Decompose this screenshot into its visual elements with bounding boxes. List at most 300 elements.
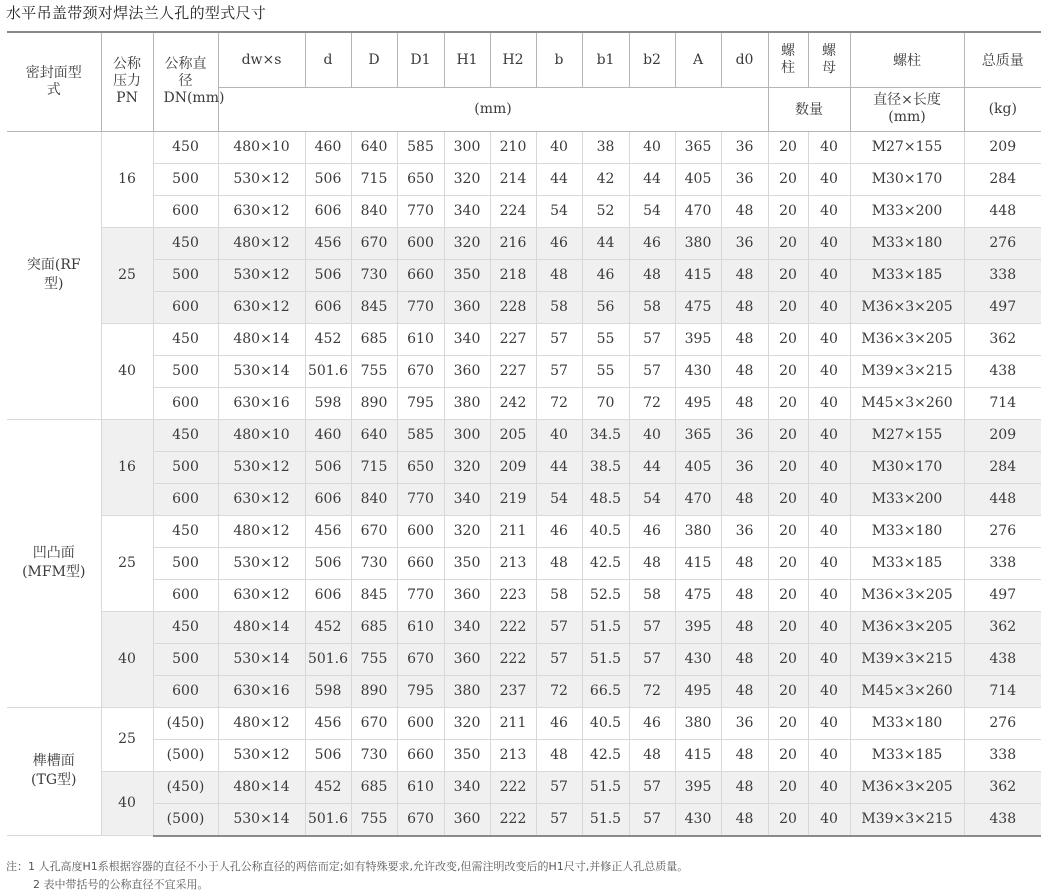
cell-b: 57	[536, 355, 582, 387]
cell-H2: 216	[490, 227, 536, 259]
pressure-cell: 40	[101, 611, 153, 707]
cell-d: 506	[305, 547, 351, 579]
cell-n1: 20	[768, 611, 808, 643]
cell-H2: 222	[490, 771, 536, 803]
cell-H1: 360	[444, 355, 490, 387]
cell-A: 395	[675, 771, 721, 803]
cell-D1: 610	[397, 323, 444, 355]
cell-dwxs: 630×12	[218, 291, 305, 323]
cell-b1: 51.5	[582, 771, 629, 803]
cell-b1: 70	[582, 387, 629, 419]
cell-b: 57	[536, 771, 582, 803]
cell-A: 475	[675, 291, 721, 323]
cell-mass: 284	[964, 163, 1041, 195]
cell-d0: 36	[721, 451, 768, 483]
cell-mass: 438	[964, 803, 1041, 836]
cell-n1: 20	[768, 259, 808, 291]
cell-b1: 52.5	[582, 579, 629, 611]
cell-mass: 338	[964, 547, 1041, 579]
cell-bolt: M33×185	[850, 739, 964, 771]
cell-dn: 450	[153, 419, 218, 451]
cell-H2: 219	[490, 483, 536, 515]
cell-b: 54	[536, 483, 582, 515]
cell-dwxs: 630×16	[218, 675, 305, 707]
cell-D1: 670	[397, 803, 444, 836]
cell-D: 840	[351, 483, 397, 515]
cell-H1: 320	[444, 707, 490, 739]
cell-H1: 350	[444, 259, 490, 291]
cell-d: 456	[305, 707, 351, 739]
header-H2: H2	[490, 32, 536, 87]
cell-n2: 40	[808, 771, 850, 803]
cell-H2: 210	[490, 131, 536, 163]
cell-b1: 42	[582, 163, 629, 195]
cell-dwxs: 530×12	[218, 547, 305, 579]
cell-H1: 340	[444, 483, 490, 515]
cell-d0: 36	[721, 227, 768, 259]
cell-b2: 44	[629, 451, 675, 483]
cell-D: 685	[351, 771, 397, 803]
cell-n2: 40	[808, 387, 850, 419]
cell-b2: 48	[629, 547, 675, 579]
cell-dwxs: 480×14	[218, 323, 305, 355]
table-row	[7, 515, 1041, 547]
cell-d0: 36	[721, 419, 768, 451]
cell-A: 415	[675, 547, 721, 579]
cell-b2: 72	[629, 387, 675, 419]
cell-n2: 40	[808, 355, 850, 387]
cell-H2: 227	[490, 355, 536, 387]
cell-bolt: M36×3×205	[850, 771, 964, 803]
cell-A: 365	[675, 419, 721, 451]
cell-n1: 20	[768, 547, 808, 579]
cell-b: 46	[536, 707, 582, 739]
cell-mass: 448	[964, 483, 1041, 515]
cell-bolt: M33×180	[850, 515, 964, 547]
cell-b2: 54	[629, 483, 675, 515]
cell-mass: 362	[964, 771, 1041, 803]
cell-d: 598	[305, 387, 351, 419]
cell-mass: 714	[964, 387, 1041, 419]
header-D1: D1	[397, 32, 444, 87]
cell-n1: 20	[768, 451, 808, 483]
cell-H2: 222	[490, 643, 536, 675]
cell-n1: 20	[768, 579, 808, 611]
cell-D: 670	[351, 227, 397, 259]
cell-D1: 650	[397, 163, 444, 195]
cell-D: 755	[351, 355, 397, 387]
cell-n2: 40	[808, 163, 850, 195]
cell-dwxs: 630×12	[218, 195, 305, 227]
table-row	[7, 707, 1041, 739]
cell-b2: 57	[629, 643, 675, 675]
cell-b1: 56	[582, 291, 629, 323]
cell-D: 670	[351, 707, 397, 739]
cell-d0: 48	[721, 547, 768, 579]
cell-d0: 48	[721, 579, 768, 611]
cell-n2: 40	[808, 291, 850, 323]
cell-D1: 770	[397, 291, 444, 323]
cell-D1: 670	[397, 643, 444, 675]
cell-D1: 660	[397, 739, 444, 771]
cell-bolt: M33×180	[850, 227, 964, 259]
table-row	[7, 451, 1041, 483]
header-stud: 螺柱	[850, 32, 964, 87]
table-row	[7, 611, 1041, 643]
cell-D1: 795	[397, 387, 444, 419]
cell-dn: 500	[153, 451, 218, 483]
cell-b1: 46	[582, 259, 629, 291]
cell-dwxs: 480×14	[218, 611, 305, 643]
cell-b2: 48	[629, 259, 675, 291]
cell-H1: 340	[444, 611, 490, 643]
cell-dn: 600	[153, 579, 218, 611]
cell-b1: 40.5	[582, 707, 629, 739]
cell-dn: 450	[153, 227, 218, 259]
cell-dn: 600	[153, 195, 218, 227]
header-stud-size: 直径×长度(mm)	[850, 87, 964, 131]
cell-b: 48	[536, 547, 582, 579]
cell-dn: (450)	[153, 771, 218, 803]
cell-dwxs: 630×16	[218, 387, 305, 419]
cell-b1: 38	[582, 131, 629, 163]
cell-dn: 500	[153, 163, 218, 195]
cell-H2: 209	[490, 451, 536, 483]
cell-n1: 20	[768, 355, 808, 387]
cell-dn: 500	[153, 547, 218, 579]
cell-d0: 36	[721, 515, 768, 547]
header-dwxs: dw×s	[218, 32, 305, 87]
cell-H1: 350	[444, 739, 490, 771]
cell-dn: 500	[153, 643, 218, 675]
cell-H1: 340	[444, 323, 490, 355]
cell-b2: 46	[629, 227, 675, 259]
cell-A: 365	[675, 131, 721, 163]
cell-n1: 20	[768, 739, 808, 771]
pressure-cell: 40	[101, 323, 153, 419]
cell-n1: 20	[768, 227, 808, 259]
cell-d0: 36	[721, 131, 768, 163]
cell-d: 452	[305, 323, 351, 355]
cell-mass: 438	[964, 643, 1041, 675]
cell-mass: 497	[964, 291, 1041, 323]
cell-bolt: M45×3×260	[850, 387, 964, 419]
notes	[6, 858, 688, 894]
cell-bolt: M33×200	[850, 483, 964, 515]
table-wrapper	[7, 31, 1041, 837]
cell-d0: 36	[721, 163, 768, 195]
cell-d0: 48	[721, 483, 768, 515]
cell-D1: 585	[397, 419, 444, 451]
page-title: 水平吊盖带颈对焊法兰人孔的型式尺寸	[6, 4, 267, 22]
cell-A: 380	[675, 227, 721, 259]
cell-dwxs: 530×14	[218, 803, 305, 836]
cell-d: 506	[305, 451, 351, 483]
table-row	[7, 643, 1041, 675]
cell-b: 48	[536, 739, 582, 771]
header-d: d	[305, 32, 351, 87]
cell-dn: 450	[153, 131, 218, 163]
cell-dwxs: 530×12	[218, 163, 305, 195]
cell-A: 380	[675, 515, 721, 547]
cell-n2: 40	[808, 579, 850, 611]
cell-n1: 20	[768, 163, 808, 195]
cell-dn: 500	[153, 259, 218, 291]
cell-d: 456	[305, 227, 351, 259]
pressure-cell: 16	[101, 419, 153, 515]
cell-mass: 448	[964, 195, 1041, 227]
cell-bolt: M39×3×215	[850, 355, 964, 387]
cell-D: 640	[351, 131, 397, 163]
cell-b2: 58	[629, 291, 675, 323]
cell-b2: 57	[629, 323, 675, 355]
seal-type-label: 凹凸面(MFM型)	[22, 545, 86, 580]
table-row	[7, 227, 1041, 259]
cell-dn: 600	[153, 675, 218, 707]
cell-bolt: M30×170	[850, 163, 964, 195]
cell-dwxs: 530×12	[218, 739, 305, 771]
note-1: 注：1 人孔高度H1系根据容器的直径不小于人孔公称直径的两倍而定;如有特殊要求,允许改变,但需注明改变后的H1尺寸,并修正人孔总质量。	[6, 860, 689, 873]
cell-b1: 38.5	[582, 451, 629, 483]
cell-mass: 438	[964, 355, 1041, 387]
cell-A: 395	[675, 611, 721, 643]
cell-bolt: M36×3×205	[850, 323, 964, 355]
cell-mass: 338	[964, 739, 1041, 771]
cell-D: 890	[351, 387, 397, 419]
cell-b2: 57	[629, 611, 675, 643]
cell-D1: 585	[397, 131, 444, 163]
cell-D1: 650	[397, 451, 444, 483]
cell-n2: 40	[808, 643, 850, 675]
cell-D1: 770	[397, 579, 444, 611]
cell-n1: 20	[768, 195, 808, 227]
cell-d0: 48	[721, 323, 768, 355]
cell-d: 606	[305, 483, 351, 515]
table-row	[7, 419, 1041, 451]
cell-b: 57	[536, 803, 582, 836]
cell-A: 430	[675, 803, 721, 836]
cell-D: 715	[351, 163, 397, 195]
pressure-cell: 16	[101, 131, 153, 227]
cell-b: 57	[536, 643, 582, 675]
cell-H2: 237	[490, 675, 536, 707]
header-D: D	[351, 32, 397, 87]
cell-D: 755	[351, 803, 397, 836]
cell-n2: 40	[808, 675, 850, 707]
cell-mass: 362	[964, 323, 1041, 355]
table-row	[7, 195, 1041, 227]
cell-mass: 276	[964, 515, 1041, 547]
cell-bolt: M30×170	[850, 451, 964, 483]
manhole-dimension-table	[7, 31, 1041, 837]
cell-b2: 48	[629, 739, 675, 771]
header-b: b	[536, 32, 582, 87]
cell-d0: 48	[721, 803, 768, 836]
cell-D1: 600	[397, 707, 444, 739]
cell-D: 670	[351, 515, 397, 547]
seal-type-cell	[7, 419, 101, 707]
seal-type-label: 榫槽面(TG型)	[31, 753, 77, 789]
cell-mass: 276	[964, 707, 1041, 739]
cell-H2: 211	[490, 707, 536, 739]
table-row	[7, 323, 1041, 355]
cell-d: 606	[305, 291, 351, 323]
cell-H1: 320	[444, 227, 490, 259]
cell-mass: 209	[964, 419, 1041, 451]
header-H1: H1	[444, 32, 490, 87]
cell-b2: 57	[629, 803, 675, 836]
cell-H1: 340	[444, 771, 490, 803]
cell-bolt: M45×3×260	[850, 675, 964, 707]
cell-A: 495	[675, 675, 721, 707]
cell-H2: 213	[490, 547, 536, 579]
header-b1: b1	[582, 32, 629, 87]
cell-d: 506	[305, 259, 351, 291]
cell-b2: 46	[629, 707, 675, 739]
cell-d0: 48	[721, 739, 768, 771]
cell-dwxs: 530×12	[218, 259, 305, 291]
cell-dn: 450	[153, 611, 218, 643]
cell-dn: 600	[153, 291, 218, 323]
cell-D: 685	[351, 611, 397, 643]
cell-bolt: M39×3×215	[850, 803, 964, 836]
cell-b2: 40	[629, 131, 675, 163]
cell-H1: 300	[444, 419, 490, 451]
cell-d: 606	[305, 195, 351, 227]
cell-mass: 338	[964, 259, 1041, 291]
cell-n2: 40	[808, 707, 850, 739]
cell-b1: 66.5	[582, 675, 629, 707]
cell-mass: 362	[964, 611, 1041, 643]
header-stud-qty: 螺柱	[768, 32, 808, 87]
cell-n1: 20	[768, 387, 808, 419]
table-row	[7, 579, 1041, 611]
cell-d0: 48	[721, 291, 768, 323]
header-nut-qty: 螺母	[808, 32, 850, 87]
table-row	[7, 803, 1041, 836]
cell-H2: 227	[490, 323, 536, 355]
cell-dwxs: 480×14	[218, 771, 305, 803]
cell-D: 890	[351, 675, 397, 707]
cell-b: 57	[536, 323, 582, 355]
cell-n1: 20	[768, 675, 808, 707]
header-unit-kg: (kg)	[964, 87, 1041, 131]
cell-H1: 350	[444, 547, 490, 579]
table-row	[7, 739, 1041, 771]
cell-n2: 40	[808, 259, 850, 291]
cell-d0: 48	[721, 771, 768, 803]
group-rf	[7, 131, 1041, 419]
cell-n1: 20	[768, 131, 808, 163]
cell-H2: 222	[490, 803, 536, 836]
cell-d: 506	[305, 739, 351, 771]
cell-A: 495	[675, 387, 721, 419]
cell-d0: 48	[721, 643, 768, 675]
header-d0: d0	[721, 32, 768, 87]
cell-d: 606	[305, 579, 351, 611]
cell-b: 72	[536, 387, 582, 419]
cell-dn: 600	[153, 387, 218, 419]
cell-n1: 20	[768, 643, 808, 675]
cell-b2: 58	[629, 579, 675, 611]
cell-b: 58	[536, 291, 582, 323]
cell-d0: 48	[721, 195, 768, 227]
cell-d: 452	[305, 771, 351, 803]
table-row	[7, 771, 1041, 803]
cell-d: 460	[305, 131, 351, 163]
cell-H1: 340	[444, 195, 490, 227]
cell-n1: 20	[768, 419, 808, 451]
cell-b2: 54	[629, 195, 675, 227]
cell-b: 54	[536, 195, 582, 227]
cell-b1: 48.5	[582, 483, 629, 515]
cell-D: 840	[351, 195, 397, 227]
pressure-cell: 25	[101, 515, 153, 611]
cell-dwxs: 530×12	[218, 451, 305, 483]
cell-d: 501.6	[305, 355, 351, 387]
cell-d: 501.6	[305, 803, 351, 836]
cell-n1: 20	[768, 483, 808, 515]
cell-bolt: M27×155	[850, 131, 964, 163]
cell-H1: 360	[444, 579, 490, 611]
cell-A: 380	[675, 707, 721, 739]
cell-A: 415	[675, 259, 721, 291]
cell-b1: 34.5	[582, 419, 629, 451]
cell-D: 755	[351, 643, 397, 675]
cell-b2: 40	[629, 419, 675, 451]
cell-D1: 600	[397, 227, 444, 259]
cell-A: 475	[675, 579, 721, 611]
cell-b: 40	[536, 131, 582, 163]
cell-dn: 450	[153, 515, 218, 547]
cell-H1: 380	[444, 387, 490, 419]
cell-d0: 48	[721, 611, 768, 643]
cell-dn: (500)	[153, 739, 218, 771]
table-row	[7, 163, 1041, 195]
cell-d: 598	[305, 675, 351, 707]
cell-mass: 714	[964, 675, 1041, 707]
cell-d0: 48	[721, 355, 768, 387]
cell-n2: 40	[808, 195, 850, 227]
cell-bolt: M33×180	[850, 707, 964, 739]
cell-b1: 40.5	[582, 515, 629, 547]
cell-D1: 795	[397, 675, 444, 707]
cell-bolt: M36×3×205	[850, 291, 964, 323]
cell-H2: 242	[490, 387, 536, 419]
cell-b1: 42.5	[582, 739, 629, 771]
table-row	[7, 259, 1041, 291]
cell-H2: 223	[490, 579, 536, 611]
cell-b1: 51.5	[582, 643, 629, 675]
pressure-cell: 25	[101, 227, 153, 323]
cell-bolt: M33×200	[850, 195, 964, 227]
cell-D1: 770	[397, 195, 444, 227]
cell-bolt: M27×155	[850, 419, 964, 451]
cell-n2: 40	[808, 131, 850, 163]
cell-H1: 380	[444, 675, 490, 707]
header-b2: b2	[629, 32, 675, 87]
cell-b2: 57	[629, 355, 675, 387]
cell-H2: 218	[490, 259, 536, 291]
cell-b: 46	[536, 227, 582, 259]
cell-n2: 40	[808, 451, 850, 483]
cell-d: 452	[305, 611, 351, 643]
cell-D: 730	[351, 739, 397, 771]
cell-dwxs: 530×14	[218, 643, 305, 675]
cell-n1: 20	[768, 291, 808, 323]
cell-H1: 320	[444, 163, 490, 195]
cell-mass: 497	[964, 579, 1041, 611]
